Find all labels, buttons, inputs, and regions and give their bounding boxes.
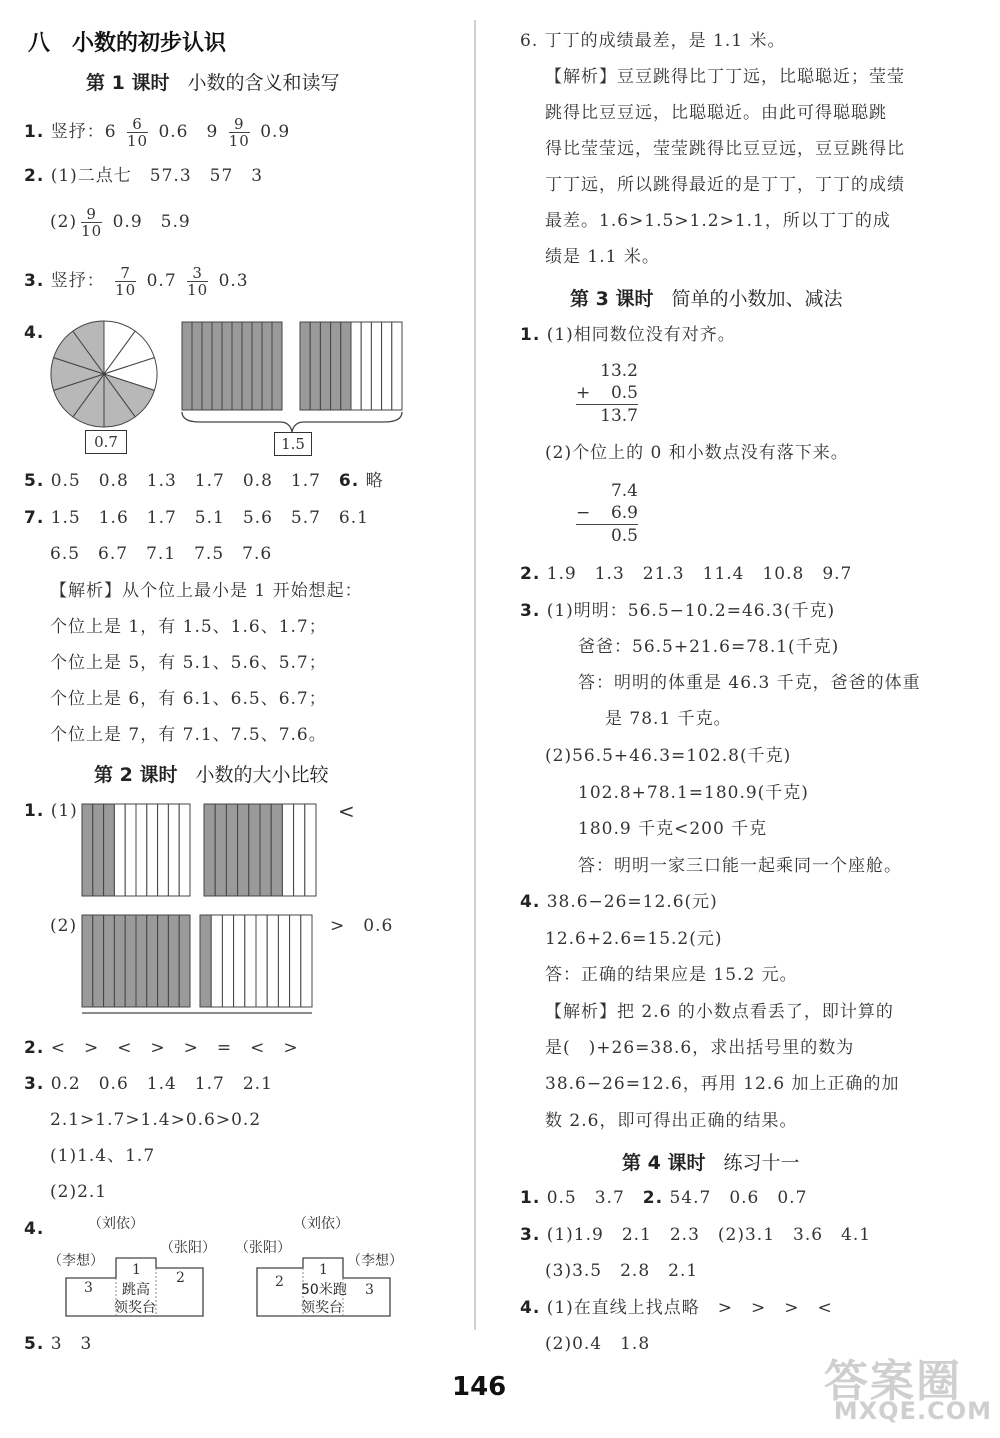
strip-cell: [249, 804, 260, 896]
strip-cell: [192, 322, 202, 410]
strip-cell: [271, 804, 282, 896]
compare-sign-1: <: [338, 799, 356, 823]
strip-cell: [392, 322, 402, 410]
page-number: 146: [452, 1372, 507, 1402]
svg-text:2: 2: [176, 1270, 185, 1286]
answer-l2-q3-line4: (2)2.1: [50, 1182, 108, 1202]
svg-text:3: 3: [84, 1280, 93, 1296]
analysis-line: 个位上是 7，有 7.1、7.5、7.6。: [50, 725, 327, 745]
answer-l4-q4-line2: (2)0.4 1.8: [545, 1334, 651, 1354]
podium-figure-high-jump: [48, 1212, 223, 1322]
pie-chart-figure: [48, 318, 160, 430]
strip-cell: [305, 804, 316, 896]
analysis-l1-q7: 【解析】从个位上最小是 1 开始想起：: [50, 581, 363, 601]
analysis-line: 数 2.6，即可得出正确的结果。: [545, 1111, 798, 1131]
answer-l1-q5-q6: 5. 0.5 0.8 1.3 1.7 0.8 1.7 6. 略: [24, 471, 384, 491]
strip-cell: [200, 915, 211, 1007]
compare-strips-1: [80, 802, 330, 898]
answer-l3-q3-line1: 3. (1)明明：56.5−10.2=46.3(千克): [520, 601, 836, 621]
answer-l2-q4-number: 4.: [24, 1219, 45, 1239]
analysis-line: 个位上是 1，有 1.5、1.6、1.7；: [50, 617, 327, 637]
strip-cell: [179, 915, 190, 1007]
strip-cell: [104, 915, 115, 1007]
answer-l1-q2-part1: 2. (1)二点七 57.3 57 3: [24, 166, 264, 186]
strip-cell: [136, 915, 147, 1007]
strip-cell: [256, 915, 267, 1007]
strip-cell: [82, 804, 93, 896]
strip-cell: [158, 804, 169, 896]
analysis-line: 跳得比豆豆远，比聪聪近。由此可得聪聪跳: [545, 103, 887, 123]
vertical-subtraction: 7.4 − 6.9 0.5: [576, 481, 638, 546]
strip-cell: [252, 322, 262, 410]
svg-text:（李想）: （李想）: [347, 1253, 403, 1269]
unit-title: 八 小数的初步认识: [28, 31, 227, 56]
strip-cell: [260, 804, 271, 896]
answer-line: 爸爸：56.5+21.6=78.1(千克): [578, 637, 840, 657]
column-divider: [474, 20, 476, 1330]
strip-cell: [310, 322, 320, 410]
strip-cell: [371, 322, 381, 410]
svg-text:领奖台: 领奖台: [114, 1300, 156, 1316]
svg-text:2: 2: [275, 1274, 284, 1290]
strip-cell: [222, 915, 233, 1007]
answer-line: (2)56.5+46.3=102.8(千克): [545, 746, 792, 766]
podium-figure-50m-run: [235, 1212, 420, 1322]
svg-text:跳高: 跳高: [122, 1282, 150, 1298]
strip-cell: [294, 804, 305, 896]
svg-text:（张阳）: （张阳）: [235, 1240, 291, 1256]
answer-l3-q2: 2. 1.9 1.3 21.3 11.4 10.8 9.7: [520, 564, 853, 584]
strip-cell: [282, 804, 293, 896]
watermark-logo: 答案圈 MXQE.COM: [824, 1356, 992, 1425]
svg-text:50米跑: 50米跑: [301, 1282, 347, 1298]
answer-line: 是 78.1 千克。: [605, 709, 732, 729]
analysis-l3-q4: 【解析】把 2.6 的小数点看丢了，即计算的: [545, 1002, 894, 1022]
answer-l1-q7-line2: 6.5 6.7 7.1 7.5 7.6: [50, 544, 273, 564]
analysis-line: 得比莹莹远，莹莹跳得比豆豆远，豆豆跳得比: [545, 139, 905, 159]
strip-cell: [222, 322, 232, 410]
answer-l1-q2-part2: (2) $\frac{9}{10}$ 0.9 5.9: [50, 205, 191, 240]
lesson-1-heading: 第 1 课时 小数的含义和读写: [86, 72, 340, 94]
answer-l3-q1-line1: 1. (1)相同数位没有对齐。: [520, 325, 736, 345]
strip-cell: [361, 322, 371, 410]
analysis-line: 个位上是 6，有 6.1、6.5、6.7；: [50, 689, 327, 709]
strip-cell: [232, 322, 242, 410]
strip-cell: [136, 804, 147, 896]
analysis-line: 38.6−26=12.6，再用 12.6 加上正确的加: [545, 1074, 900, 1094]
compare-sign-2: > 0.6: [330, 916, 394, 936]
answer-l2-q5: 5. 3 3: [24, 1334, 93, 1354]
analysis-line: 【解析】豆豆跳得比丁丁远，比聪聪近；莹莹: [545, 67, 905, 87]
analysis-line: 绩是 1.1 米。: [545, 247, 660, 267]
answer-l2-q1-part2-label: (2): [50, 916, 78, 936]
strip-cell: [158, 915, 169, 1007]
strip-cell: [290, 915, 301, 1007]
strip-cell: [262, 322, 272, 410]
strip-cell: [278, 915, 289, 1007]
answer-l4-q3-line2: (3)3.5 2.8 2.1: [545, 1261, 699, 1281]
answer-line: 12.6+2.6=15.2(元): [545, 929, 723, 949]
answer-l4-q1-q2: 1. 0.5 3.7 2. 54.7 0.6 0.7: [520, 1188, 808, 1208]
answer-l2-q1-part1-label: 1. (1): [24, 801, 78, 821]
answer-l2-q2: 2. < > < > > = < >: [24, 1038, 299, 1058]
vertical-addition: 13.2 + 0.5 13.7: [576, 361, 638, 426]
strip-cell: [234, 915, 245, 1007]
analysis-line: 丁丁远，所以跳得最近的是丁丁，丁丁的成绩: [545, 175, 905, 195]
strip-bars-figure: [180, 320, 405, 412]
svg-text:（刘依）: （刘依）: [293, 1216, 349, 1232]
strip-cell: [182, 322, 192, 410]
strip-cell: [226, 804, 237, 896]
answer-l1-q3: 3. 竖抒： $\frac{7}{10}$ 0.7 $\frac{3}{10}$ 0.3: [24, 264, 249, 299]
strip-cell: [267, 915, 278, 1007]
pie-value-label: 0.7: [85, 430, 127, 454]
answer-line: 答：明明一家三口能一起乘同一个座舱。: [578, 856, 902, 876]
strip-value-label: 1.5: [274, 432, 312, 456]
answer-l2-q3-line1: 3. 0.2 0.6 1.4 1.7 2.1: [24, 1074, 273, 1094]
analysis-line: 个位上是 5，有 5.1、5.6、5.7；: [50, 653, 327, 673]
strip-cell: [125, 804, 136, 896]
svg-text:领奖台: 领奖台: [301, 1300, 343, 1316]
strip-cell: [238, 804, 249, 896]
strip-cell: [168, 804, 179, 896]
strip-cell: [212, 322, 222, 410]
svg-text:1: 1: [132, 1262, 141, 1278]
strip-cell: [382, 322, 392, 410]
answer-l4-q4-line1: 4. (1)在直线上找点略 > > > <: [520, 1298, 833, 1318]
strip-cell: [82, 915, 93, 1007]
svg-text:（张阳）: （张阳）: [160, 1240, 216, 1256]
answer-l1-q7-line1: 7. 1.5 1.6 1.7 5.1 5.6 5.7 6.1: [24, 508, 369, 528]
answer-line: 102.8+78.1=180.9(千克): [578, 783, 809, 803]
strip-cell: [114, 804, 125, 896]
strip-cell: [341, 322, 351, 410]
strip-cell: [104, 804, 115, 896]
strip-cell: [245, 915, 256, 1007]
answer-l2-q3-line2: 2.1>1.7>1.4>0.6>0.2: [50, 1110, 262, 1130]
answer-line: 180.9 千克<200 千克: [578, 819, 768, 839]
answer-l1-q1: 1. 竖抒：6 $\frac{6}{10}$ 0.6 9 $\frac{9}{10}$ 0.9: [24, 115, 291, 150]
strip-cell: [93, 915, 104, 1007]
analysis-line: 最差。1.6>1.5>1.2>1.1，所以丁丁的成: [545, 211, 891, 231]
svg-text:（李想）: （李想）: [48, 1253, 104, 1269]
strip-cell: [300, 322, 310, 410]
compare-strips-2: [80, 913, 330, 1023]
strip-cell: [202, 322, 212, 410]
answer-l2-q3-line3: (1)1.4、1.7: [50, 1146, 156, 1166]
strip-cell: [351, 322, 361, 410]
strip-cell: [114, 915, 125, 1007]
answer-l4-q3-line1: 3. (1)1.9 2.1 2.3 (2)3.1 3.6 4.1: [520, 1225, 872, 1245]
lesson-3-heading: 第 3 课时 简单的小数加、减法: [570, 288, 843, 310]
analysis-line: 是( )+26=38.6，求出括号里的数为: [545, 1038, 855, 1058]
lesson-4-heading: 第 4 课时 练习十一: [622, 1152, 800, 1174]
answer-l3-q4-line1: 4. 38.6−26=12.6(元): [520, 892, 718, 912]
strip-cell: [272, 322, 282, 410]
strip-cell: [179, 804, 190, 896]
podium-a-top-name: （刘依）: [88, 1216, 144, 1232]
svg-text:3: 3: [365, 1282, 374, 1298]
strip-cell: [211, 915, 222, 1007]
strip-cell: [125, 915, 136, 1007]
answer-l3-q1-line2: (2)个位上的 0 和小数点没有落下来。: [545, 443, 849, 463]
strip-cell: [242, 322, 252, 410]
strip-cell: [168, 915, 179, 1007]
strip-cell: [147, 915, 158, 1007]
strip-cell: [301, 915, 312, 1007]
answer-l1-q4-number: 4.: [24, 323, 45, 343]
strip-cell: [320, 322, 330, 410]
answer-l1-q6-right: 6. 丁丁的成绩最差，是 1.1 米。: [520, 31, 786, 51]
strip-cell: [93, 804, 104, 896]
strip-cell: [147, 804, 158, 896]
answer-line: 答：正确的结果应是 15.2 元。: [545, 965, 798, 985]
lesson-2-heading: 第 2 课时 小数的大小比较: [94, 764, 329, 786]
strip-cell: [331, 322, 341, 410]
strip-cell: [215, 804, 226, 896]
strip-cell: [204, 804, 215, 896]
svg-text:1: 1: [319, 1262, 328, 1278]
answer-line: 答：明明的体重是 46.3 千克，爸爸的体重: [578, 673, 921, 693]
